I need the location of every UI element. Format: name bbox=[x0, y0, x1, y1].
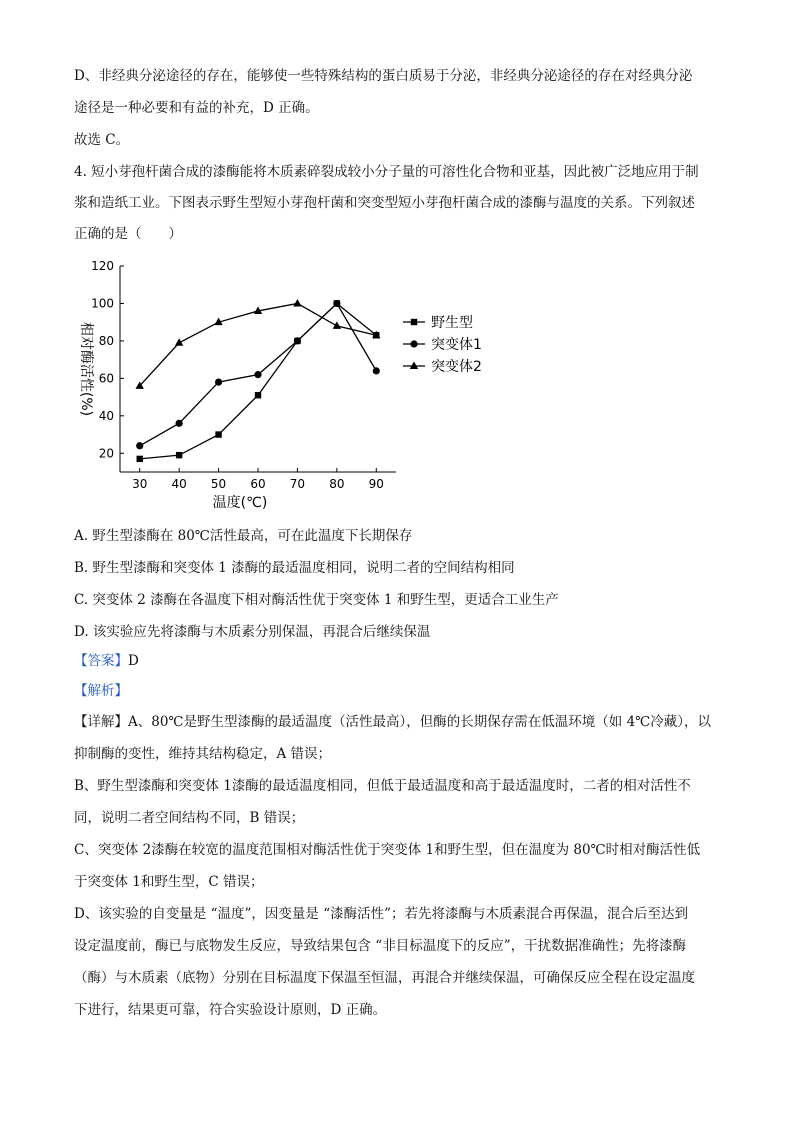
data-point bbox=[215, 431, 221, 437]
data-point bbox=[293, 299, 301, 307]
legend-label: 野生型 bbox=[431, 315, 473, 331]
legend-marker bbox=[410, 340, 417, 347]
answer-value: D bbox=[128, 653, 139, 669]
analysis-line: D、该实验的自变量是 “温度”，因变量是 “漆酶活性”；若先将漆酶与木质素混合再保温，混合后至达到 bbox=[74, 906, 689, 922]
y-tick-label: 100 bbox=[91, 296, 114, 311]
x-tick-label: 40 bbox=[171, 477, 187, 491]
option-b: B. 野生型漆酶和突变体 1 漆酶的最适温度相同，说明二者的空间结构相同 bbox=[74, 560, 515, 576]
y-tick-label: 40 bbox=[98, 408, 114, 423]
question-stem: 4. 短小芽孢杆菌合成的漆酶能将木质素碎裂成较小分子量的可溶性化合物和亚基，因此被广泛地应用于制 bbox=[74, 164, 699, 180]
x-tick-label: 80 bbox=[329, 477, 345, 491]
analysis-tag: 【解析】 bbox=[74, 683, 128, 699]
y-axis-label: 相对酶活性(%) bbox=[78, 321, 94, 417]
analysis-line: 于突变体 1和野生型，C 错误； bbox=[74, 874, 264, 890]
data-point bbox=[333, 321, 341, 329]
y-tick-label: 80 bbox=[98, 333, 114, 348]
y-tick-label: 20 bbox=[98, 446, 114, 461]
y-tick-label: 120 bbox=[91, 259, 114, 273]
x-tick-label: 50 bbox=[210, 477, 227, 491]
option-a: A. 野生型漆酶在 80℃活性最高，可在此温度下长期保存 bbox=[74, 528, 413, 544]
data-point bbox=[254, 371, 261, 378]
x-tick-label: 30 bbox=[132, 477, 148, 491]
text-line: 途径是一种必要和有益的补充，D 正确。 bbox=[74, 100, 319, 116]
analysis-line: C、突变体 2漆酶在较宽的温度范围相对酶活性优于突变体 1和野生型，但在温度为 80℃时相对酶活性低 bbox=[74, 842, 701, 858]
text-line: D、非经典分泌途径的存在，能够使一些特殊结构的蛋白质易于分泌，非经典分泌途径的存在对经典分泌 bbox=[74, 68, 693, 84]
data-point bbox=[215, 379, 222, 386]
analysis-line: 同，说明二者空间结构不同，B 错误； bbox=[74, 810, 305, 826]
legend-marker bbox=[411, 319, 417, 325]
data-point bbox=[137, 456, 143, 462]
x-tick-label: 70 bbox=[289, 477, 306, 491]
data-point bbox=[136, 442, 143, 449]
text-line: 故选 C。 bbox=[74, 132, 130, 148]
line-chart bbox=[60, 252, 500, 512]
data-point bbox=[176, 420, 183, 427]
question-stem: 正确的是（ ） bbox=[74, 226, 182, 242]
data-point bbox=[373, 367, 380, 374]
analysis-line: 抑制酶的变性，维持其结构稳定，A 错误； bbox=[74, 746, 332, 762]
y-tick-label: 60 bbox=[98, 371, 114, 386]
data-point bbox=[255, 392, 261, 398]
question-stem: 浆和造纸工业。下图表示野生型短小芽孢杆菌和突变型短小芽孢杆菌合成的漆酶与温度的关系。下列叙述 bbox=[74, 195, 695, 211]
option-d: D. 该实验应先将漆酶与木质素分别保温，再混合后继续保温 bbox=[74, 624, 431, 640]
x-tick-label: 60 bbox=[250, 477, 266, 491]
data-point bbox=[176, 452, 182, 458]
analysis-line: 【详解】A、80℃是野生型漆酶的最适温度（活性最高），但酶的长期保存需在低温环境（如 4℃冷藏），以 bbox=[74, 714, 712, 730]
x-tick-label: 90 bbox=[368, 477, 384, 491]
answer-tag: 【答案】 bbox=[74, 653, 128, 669]
legend-label: 突变体1 bbox=[431, 337, 482, 353]
legend-label: 突变体2 bbox=[431, 359, 482, 375]
answer-line bbox=[74, 651, 139, 671]
x-axis-label: 温度(℃) bbox=[212, 495, 268, 511]
data-point bbox=[294, 337, 301, 344]
analysis-line: B、野生型漆酶和突变体 1漆酶的最适温度相同，但低于最适温度和高于最适温度时，二者的相对活性不 bbox=[74, 778, 691, 794]
data-point bbox=[333, 300, 340, 307]
analysis-line: 下进行，结果更可靠，符合实验设计原则，D 正确。 bbox=[74, 1002, 387, 1018]
analysis-line: （酶）与木质素（底物）分别在目标温度下保温至恒温，再混合并继续保温，可确保反应全程在设定温度 bbox=[74, 970, 695, 986]
data-point bbox=[175, 338, 183, 346]
analysis-line: 设定温度前，酶已与底物发生反应，导致结果包含 “非目标温度下的反应”，干扰数据准确性；先将漆酶 bbox=[74, 938, 687, 954]
option-c: C. 突变体 2 漆酶在各温度下相对酶活性优于突变体 1 和野生型，更适合工业生产 bbox=[74, 592, 559, 608]
legend-marker bbox=[410, 362, 418, 370]
